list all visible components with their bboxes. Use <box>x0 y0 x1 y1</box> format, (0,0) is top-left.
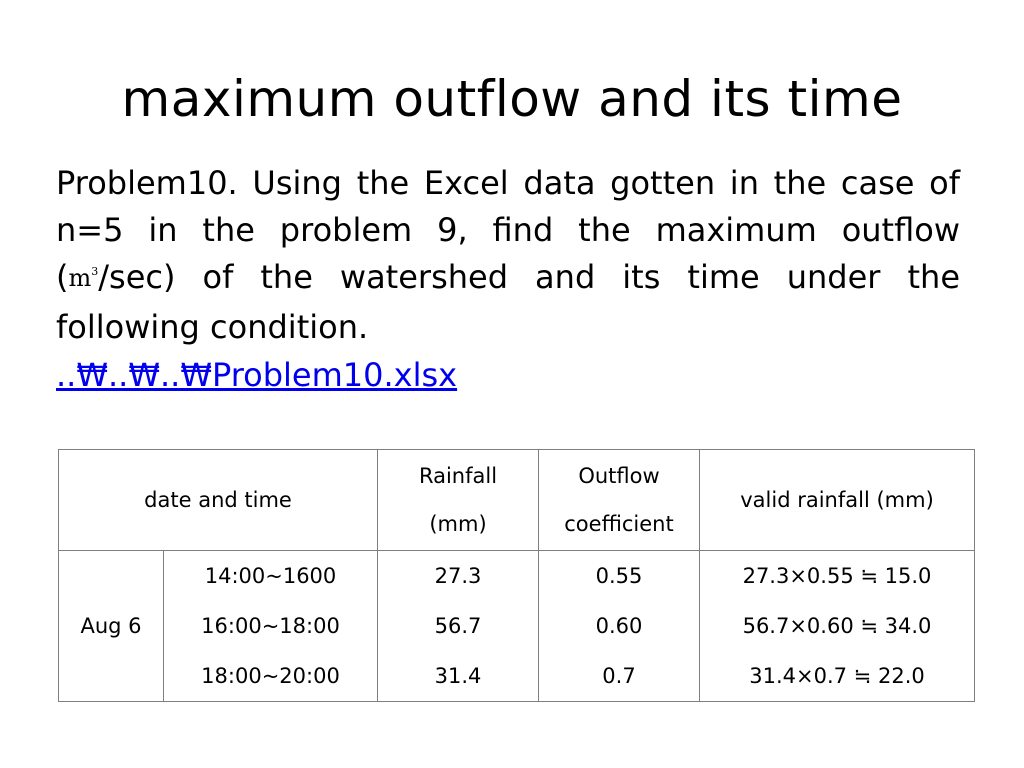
cubic-meter-unit <box>68 264 98 292</box>
coefficient-value: 0.55 <box>595 564 643 588</box>
table-header-row <box>59 450 975 551</box>
header-valid-rainfall: valid rainfall (mm) <box>700 450 975 551</box>
coefficient-value: 0.60 <box>595 614 643 638</box>
header-outflow-coefficient <box>539 450 700 551</box>
unit-superscript: 3 <box>91 265 99 278</box>
excel-file-link[interactable]: ..₩..₩..₩Problem10.xlsx <box>56 356 458 394</box>
rainfall-column <box>378 551 539 702</box>
header-outflow-line2: coefficient <box>564 512 674 536</box>
problem-text-part-2: /sec) of the watershed and its time under the following condition. <box>56 258 960 346</box>
coefficient-column <box>539 551 700 702</box>
rainfall-value: 27.3 <box>434 564 482 588</box>
header-rainfall <box>378 450 539 551</box>
header-rainfall-line1: Rainfall <box>418 464 498 488</box>
table-body-row <box>59 551 975 702</box>
time-value: 14:00~1600 <box>204 564 337 588</box>
slide-title: maximum outflow and its time <box>121 70 903 128</box>
time-column <box>164 551 378 702</box>
header-rainfall-line2: (mm) <box>429 512 487 536</box>
date-cell: Aug 6 <box>59 551 164 702</box>
valid-rainfall-value: 27.3×0.55 ≒ 15.0 <box>742 564 932 588</box>
rainfall-value: 31.4 <box>434 664 482 688</box>
valid-rainfall-value: 31.4×0.7 ≒ 22.0 <box>749 664 925 688</box>
unit-glyph: m <box>68 264 92 292</box>
coefficient-value: 0.7 <box>602 664 636 688</box>
valid-rainfall-column <box>700 551 975 702</box>
time-value: 18:00~20:00 <box>201 664 340 688</box>
header-outflow-line1: Outflow <box>578 464 660 488</box>
problem-text-part-1: Problem10. Using the Excel data gotten in the case of n=5 in the problem 9, find the maximum outflow ( <box>56 164 960 296</box>
problem-statement <box>56 160 960 351</box>
valid-rainfall-value: 56.7×0.60 ≒ 34.0 <box>742 614 932 638</box>
rainfall-table <box>58 449 975 702</box>
time-value: 16:00~18:00 <box>201 614 340 638</box>
header-date-time: date and time <box>59 450 378 551</box>
rainfall-value: 56.7 <box>434 614 482 638</box>
